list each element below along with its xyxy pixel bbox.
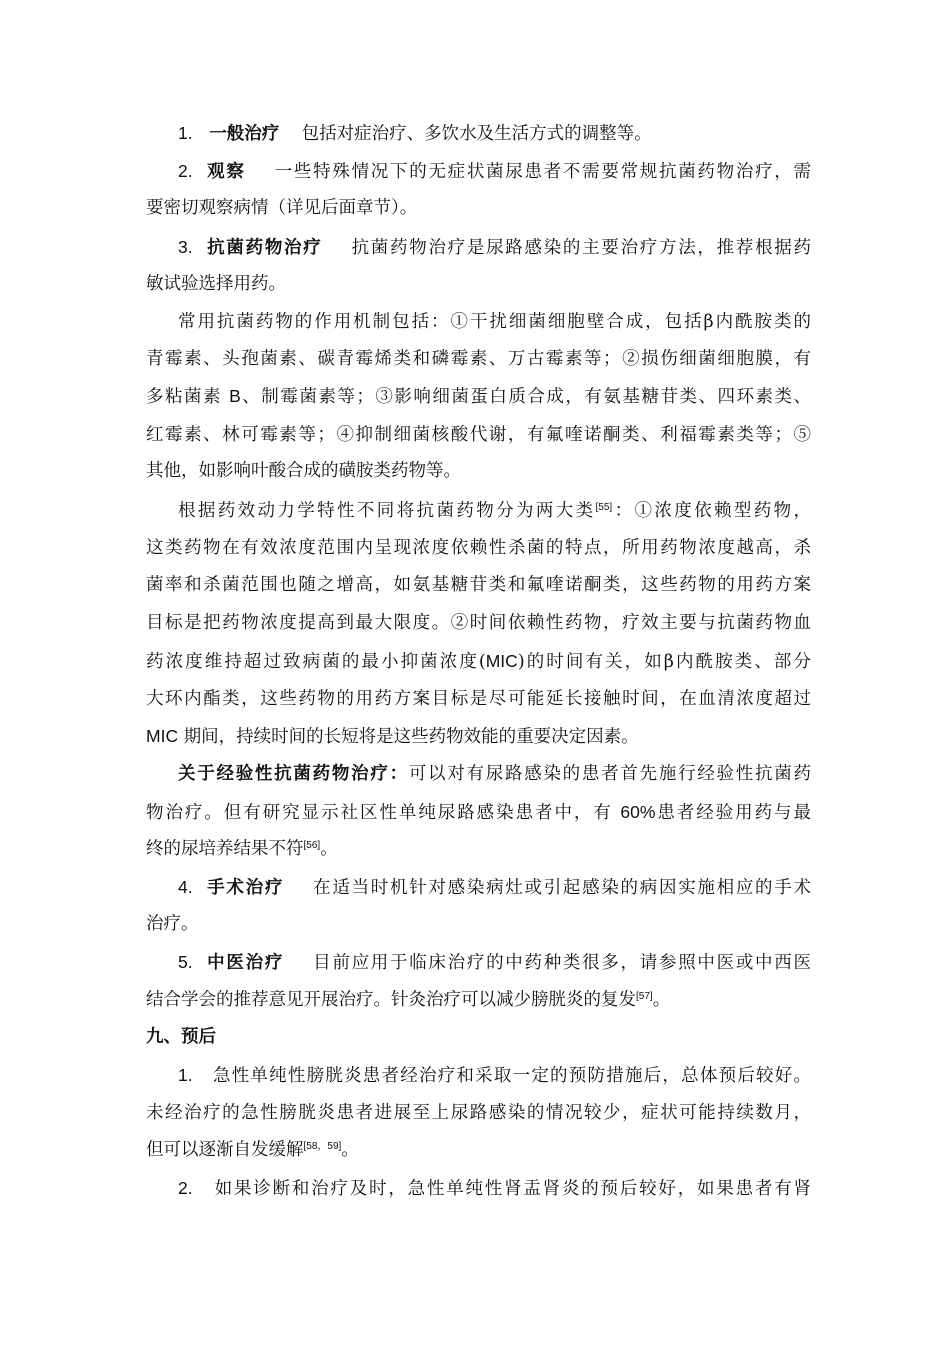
- para-mechanism-line2: 青霉素、头孢菌素、碳青霉烯类和磷霉素、万古霉素等；②损伤细菌细胞膜，有: [146, 349, 811, 369]
- para-empirical-line2: 物治疗。但有研究显示社区性单纯尿路感染患者中，有 60%患者经验用药与最: [146, 802, 812, 823]
- para-empirical-line3: 终的尿培养结果不符[56]。: [146, 839, 338, 859]
- para-title: 关于经验性抗菌药物治疗：: [178, 764, 409, 784]
- item-title: 观察: [207, 162, 246, 182]
- para-pharmacodynamics-line4: 目标是把药物浓度提高到最大限度。②时间依赖性药物，疗效主要与抗菌药物血: [146, 613, 811, 633]
- prognosis-item1-line1: 1. 急性单纯性膀胱炎患者经治疗和采取一定的预防措施后，总体预后较好。: [178, 1065, 811, 1086]
- item-title: 中医治疗: [207, 953, 285, 973]
- para-pharmacodynamics-line6: 大环内酯类，这些药物的用药方案目标是尽可能延长接触时间，在血清浓度超过: [146, 689, 811, 709]
- citation: [58，59]: [303, 1141, 342, 1152]
- prognosis-item1-line3: 但可以逐渐自发缓解[58，59]。: [146, 1140, 359, 1160]
- para-empirical-line1: 关于经验性抗菌药物治疗：可以对有尿路感染的患者首先施行经验性抗菌药: [178, 764, 811, 784]
- item-surgery-line1: 4. 手术治疗 在适当时机针对感染病灶或引起感染的病因实施相应的手术: [178, 877, 811, 898]
- para-pharmacodynamics-line7: MIC 期间，持续时间的长短将是这些药物效能的重要决定因素。: [146, 726, 639, 747]
- item-antibacterial-line2: 敏试验选择用药。: [146, 274, 286, 294]
- item-observation-line2: 要密切观察病情（详见后面章节）。: [146, 198, 418, 218]
- para-mechanism-line1: 常用抗菌药物的作用机制包括：①干扰细菌细胞壁合成，包括β内酰胺类的: [178, 312, 811, 332]
- citation: [56]: [303, 840, 321, 851]
- para-pharmacodynamics-line5: 药浓度维持超过致病菌的最小抑菌浓度(MIC)的时间有关，如β内酰胺类、部分: [146, 651, 811, 672]
- para-mechanism-line3: 多粘菌素 B、制霉菌素等；③影响细菌蛋白质合成，有氨基糖苷类、四环素类、: [146, 386, 811, 407]
- item-antibacterial-line1: 3. 抗菌药物治疗 抗菌药物治疗是尿路感染的主要治疗方法，推荐根据药: [178, 237, 811, 258]
- para-mechanism-line5: 其他，如影响叶酸合成的磺胺类药物等。: [146, 461, 461, 481]
- para-mechanism-line4: 红霉素、林可霉素等；④抑制细菌核酸代谢，有氟喹诺酮类、利福霉素类等；⑤: [146, 425, 811, 445]
- item-title: 抗菌药物治疗: [207, 238, 323, 258]
- item-title: 手术治疗: [207, 878, 285, 898]
- para-pharmacodynamics-line3: 菌率和杀菌范围也随之增高，如氨基糖苷类和氟喹诺酮类，这些药物的用药方案: [146, 575, 811, 595]
- item-general-treatment: 1. 一般治疗 包括对症治疗、多饮水及生活方式的调整等。: [178, 123, 652, 144]
- citation: [55]: [595, 502, 613, 513]
- para-pharmacodynamics-line2: 这类药物在有效浓度范围内呈现浓度依赖性杀菌的特点，所用药物浓度越高，杀: [146, 538, 811, 558]
- item-surgery-line2: 治疗。: [146, 914, 199, 934]
- item-tcm-line2: 结合学会的推荐意见开展治疗。针灸治疗可以减少膀胱炎的复发[57]。: [146, 990, 671, 1010]
- prognosis-item2-line1: 2. 如果诊断和治疗及时，急性单纯性肾盂肾炎的预后较好，如果患者有肾: [178, 1178, 811, 1199]
- item-observation-line1: 2. 观察 一些特殊情况下的无症状菌尿患者不需要常规抗菌药物治疗，需: [178, 161, 811, 182]
- section-heading-prognosis: 九、预后: [146, 1027, 216, 1047]
- prognosis-item1-line2: 未经治疗的急性膀胱炎患者进展至上尿路感染的情况较少，症状可能持续数月，: [146, 1103, 811, 1123]
- para-pharmacodynamics-line1: 根据药效动力学特性不同将抗菌药物分为两大类[55]：①浓度依赖型药物，: [178, 501, 812, 521]
- item-title: 一般治疗: [209, 124, 280, 144]
- item-tcm-line1: 5. 中医治疗 目前应用于临床治疗的中药种类很多，请参照中医或中西医: [178, 952, 811, 973]
- citation: [57]: [636, 991, 653, 1002]
